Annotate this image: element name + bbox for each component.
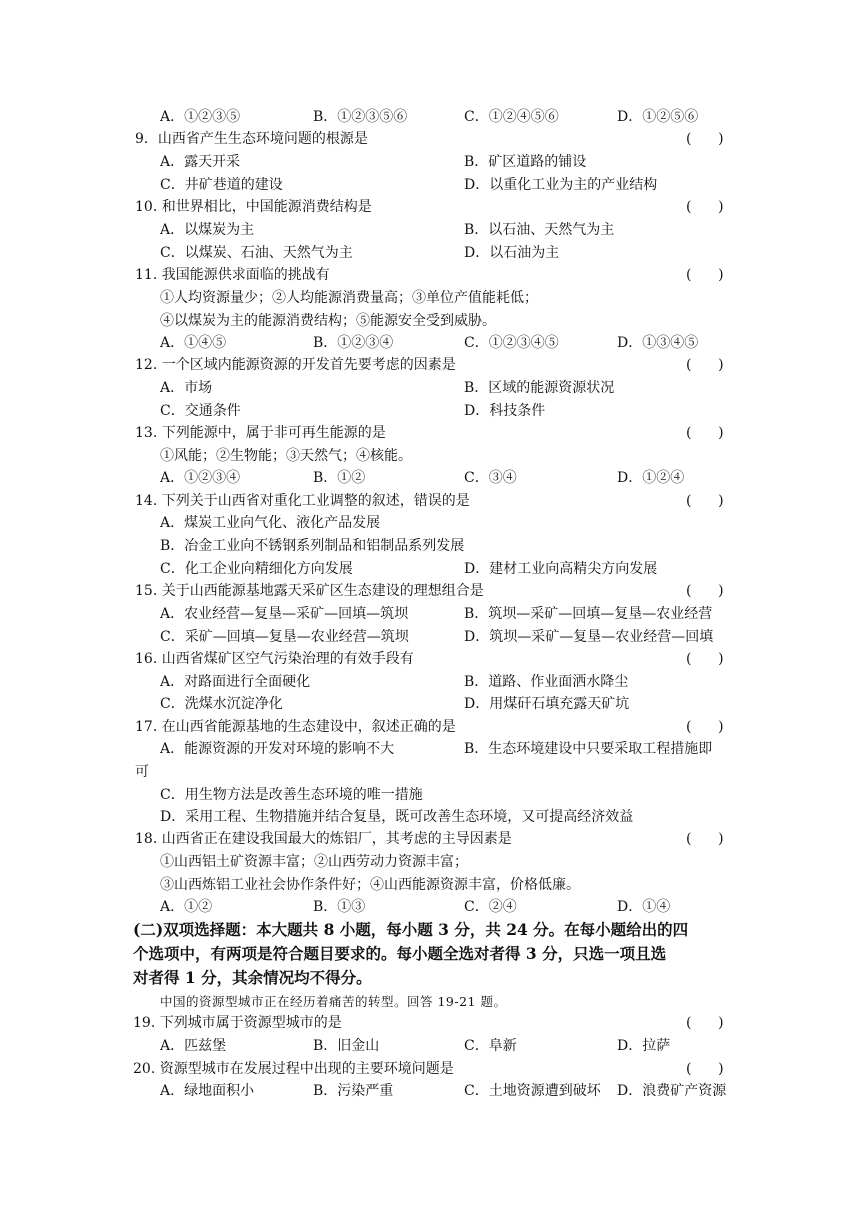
q17-stem: 17. 在山西省能源基地的生态建设中，叙述正确的是 bbox=[135, 719, 456, 735]
q10-answer-blank: ( ) bbox=[686, 199, 724, 215]
q9-stem: 9．山西省产生生态环境问题的根源是 bbox=[135, 131, 368, 147]
q13-answer-blank: ( ) bbox=[686, 425, 724, 441]
q11-option-b: B．①②③④ bbox=[313, 335, 394, 351]
section-2-heading-line-3: 对者得 1 分，其余情况均不得分。 bbox=[133, 968, 372, 987]
q13-option-a: A．①②③④ bbox=[160, 470, 241, 486]
section-2-intro: 中国的资源型城市正在经历着痛苦的转型。回答 19-21 题。 bbox=[160, 994, 507, 1009]
q20-option-b: B．污染严重 bbox=[313, 1083, 394, 1099]
q10-option-a: A．以煤炭为主 bbox=[160, 222, 255, 238]
q12-option-b: B．区域的能源资源状况 bbox=[464, 380, 615, 396]
q15-option-a: A．农业经营—复垦—采矿—回填—筑坝 bbox=[160, 606, 409, 622]
q14-option-a: A．煤炭工业向气化、液化产品发展 bbox=[160, 515, 381, 531]
section-2-heading-line-1: (二)双项选择题：本大题共 8 小题，每小题 3 分，共 24 分。在每小题给出的四 bbox=[133, 920, 689, 939]
q12-option-c: C．交通条件 bbox=[160, 403, 241, 419]
q8-option-b: B．①②③⑤⑥ bbox=[313, 109, 408, 125]
q14-option-d: D．建材工业向高精尖方向发展 bbox=[464, 561, 658, 577]
q16-option-a: A．对路面进行全面硬化 bbox=[160, 674, 311, 690]
q10-option-b: B．以石油、天然气为主 bbox=[464, 222, 615, 238]
q16-option-b: B．道路、作业面洒水降尘 bbox=[464, 674, 629, 690]
q11-stem: 11. 我国能源供求面临的挑战有 bbox=[135, 267, 330, 283]
section-2-heading-line-2: 个选项中，有两项是符合题目要求的。每小题全选对者得 3 分，只选一项且选 bbox=[133, 944, 667, 963]
q17-answer-blank: ( ) bbox=[686, 719, 724, 735]
q19-option-d: D．拉萨 bbox=[617, 1038, 671, 1054]
q18-option-c: C．②④ bbox=[464, 899, 517, 915]
q19-option-a: A．匹兹堡 bbox=[160, 1038, 227, 1054]
q18-option-b: B．①③ bbox=[313, 899, 366, 915]
q16-answer-blank: ( ) bbox=[686, 651, 724, 667]
q20-answer-blank: ( ) bbox=[686, 1061, 724, 1077]
q10-option-d: D．以石油为主 bbox=[464, 245, 560, 261]
q20-option-c: C．土地资源遭到破坏 bbox=[464, 1083, 601, 1099]
q17-option-b-wrap: 可 bbox=[135, 764, 149, 780]
q15-stem: 15. 关于山西能源基地露天采矿区生态建设的理想组合是 bbox=[135, 583, 484, 599]
q18-statement-1: ①山西铝土矿资源丰富；②山西劳动力资源丰富； bbox=[160, 854, 468, 870]
q12-answer-blank: ( ) bbox=[686, 357, 724, 373]
q11-option-c: C．①②③④⑤ bbox=[464, 335, 559, 351]
q10-option-c: C．以煤炭、石油、天然气为主 bbox=[160, 245, 353, 261]
q11-option-a: A．①④⑤ bbox=[160, 335, 227, 351]
q13-option-c: C．③④ bbox=[464, 470, 517, 486]
q19-option-b: B．旧金山 bbox=[313, 1038, 380, 1054]
q18-option-a: A．①② bbox=[160, 899, 213, 915]
q18-stem: 18. 山西省正在建设我国最大的炼铝厂，其考虑的主导因素是 bbox=[135, 831, 512, 847]
q11-statement-1: ①人均资源量少；②人均能源消费量高；③单位产值能耗低； bbox=[160, 290, 538, 306]
q19-stem: 19. 下列城市属于资源型城市的是 bbox=[133, 1015, 342, 1031]
q14-stem: 14. 下列关于山西省对重化工业调整的叙述，错误的是 bbox=[135, 493, 470, 509]
q12-stem: 12. 一个区域内能源资源的开发首先要考虑的因素是 bbox=[135, 357, 456, 373]
q11-answer-blank: ( ) bbox=[686, 267, 724, 283]
q18-answer-blank: ( ) bbox=[686, 831, 724, 847]
q16-option-c: C．洗煤水沉淀净化 bbox=[160, 696, 283, 712]
q16-stem: 16. 山西省煤矿区空气污染治理的有效手段有 bbox=[135, 651, 414, 667]
q15-answer-blank: ( ) bbox=[686, 583, 724, 599]
q12-option-a: A．市场 bbox=[160, 380, 213, 396]
q20-option-a: A．绿地面积小 bbox=[160, 1083, 255, 1099]
q17-option-c: C．用生物方法是改善生态环境的唯一措施 bbox=[160, 787, 423, 803]
q17-option-b: B．生态环境建设中只要采取工程措施即 bbox=[464, 741, 713, 757]
q15-option-b: B．筑坝—采矿—回填—复垦—农业经营 bbox=[464, 606, 713, 622]
q13-option-d: D．①②④ bbox=[617, 470, 685, 486]
q16-option-d: D．用煤矸石填充露天矿坑 bbox=[464, 696, 630, 712]
q9-option-a: A．露天开采 bbox=[160, 154, 241, 170]
q17-option-d: D．采用工程、生物措施并结合复垦，既可改善生态环境，又可提高经济效益 bbox=[160, 809, 634, 825]
q11-option-d: D．①③④⑤ bbox=[617, 335, 699, 351]
q19-option-c: C．阜新 bbox=[464, 1038, 517, 1054]
q13-statement-1: ①风能；②生物能；③天然气；④核能。 bbox=[160, 448, 412, 464]
q17-option-a: A．能源资源的开发对环境的影响不大 bbox=[160, 741, 395, 757]
q12-option-d: D．科技条件 bbox=[464, 403, 546, 419]
q9-option-c: C．井矿巷道的建设 bbox=[160, 177, 283, 193]
q13-stem: 13. 下列能源中，属于非可再生能源的是 bbox=[135, 425, 386, 441]
q20-option-d: D．浪费矿产资源 bbox=[617, 1083, 727, 1099]
q18-statement-2: ③山西炼铝工业社会协作条件好；④山西能源资源丰富，价格低廉。 bbox=[160, 877, 580, 893]
q9-answer-blank: ( ) bbox=[686, 131, 724, 147]
q19-answer-blank: ( ) bbox=[686, 1015, 724, 1031]
q20-stem: 20. 资源型城市在发展过程中出现的主要环境问题是 bbox=[133, 1061, 454, 1077]
q8-option-d: D．①②⑤⑥ bbox=[617, 109, 699, 125]
q8-option-a: A．①②③⑤ bbox=[160, 109, 241, 125]
q14-option-b: B．冶金工业向不锈钢系列制品和铝制品系列发展 bbox=[160, 538, 465, 554]
q10-stem: 10. 和世界相比，中国能源消费结构是 bbox=[135, 199, 372, 215]
q14-option-c: C．化工企业向精细化方向发展 bbox=[160, 561, 353, 577]
q9-option-d: D．以重化工业为主的产业结构 bbox=[464, 177, 658, 193]
q18-option-d: D．①④ bbox=[617, 899, 671, 915]
q14-answer-blank: ( ) bbox=[686, 493, 724, 509]
q15-option-d: D．筑坝—采矿—复垦—农业经营—回填 bbox=[464, 629, 714, 645]
q13-option-b: B．①② bbox=[313, 470, 366, 486]
q11-statement-2: ④以煤炭为主的能源消费结构；⑤能源安全受到威胁。 bbox=[160, 313, 496, 329]
q8-option-c: C．①②④⑤⑥ bbox=[464, 109, 559, 125]
q9-option-b: B．矿区道路的铺设 bbox=[464, 154, 587, 170]
q15-option-c: C．采矿—回填—复垦—农业经营—筑坝 bbox=[160, 629, 409, 645]
